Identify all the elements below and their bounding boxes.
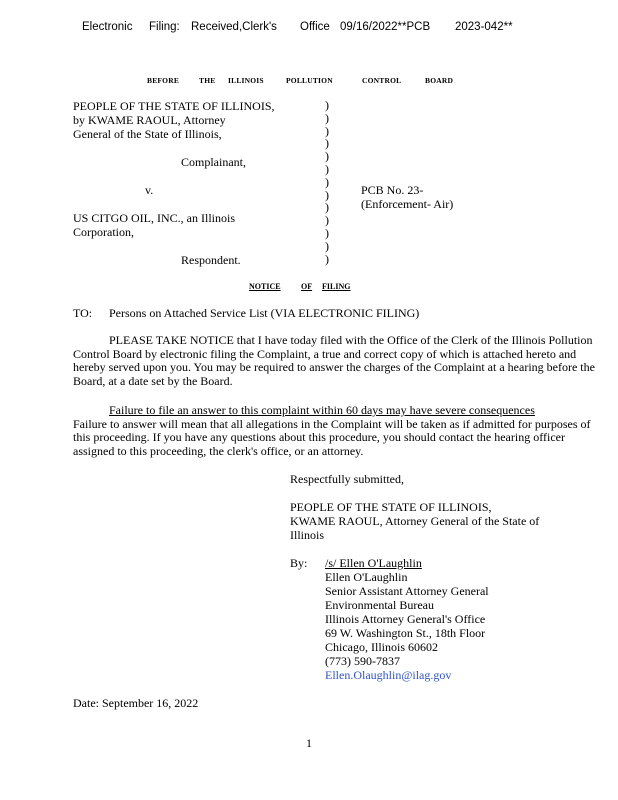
board-header-word: BEFORE (147, 76, 180, 85)
board-header-word: CONTROL (362, 76, 402, 85)
paren: ) (325, 213, 329, 228)
warning-underlined: Failure to file an answer to this complaint within 60 days may have severe consequences (109, 403, 535, 417)
paren: ) (325, 161, 329, 176)
attorney-line: Ellen O'Laughlin (325, 570, 408, 584)
plaintiff-line: General of the State of Illinois, (73, 127, 222, 141)
attorney-line: Environmental Bureau (325, 598, 434, 612)
defendant-line: US CITGO OIL, INC., an Illinois (73, 211, 235, 225)
date-line: Date: September 16, 2022 (73, 696, 199, 710)
to-label: TO: (73, 306, 93, 320)
versus-label: v. (145, 183, 154, 197)
attorney-line: Senior Assistant Attorney General (325, 584, 489, 598)
email-link[interactable]: Ellen.Olaughlin@ilag.gov (325, 668, 452, 682)
stamp-filing: Filing: (149, 21, 180, 33)
paren: ) (325, 123, 329, 138)
attorney-line: Chicago, Illinois 60602 (325, 640, 438, 654)
stamp-electronic: Electronic (82, 21, 133, 33)
plaintiff-line: PEOPLE OF THE STATE OF ILLINOIS, (73, 99, 275, 113)
closing: Respectfully submitted, (290, 472, 404, 486)
enforcement-type: (Enforcement- Air) (361, 197, 454, 211)
paren: ) (325, 98, 329, 112)
stamp-case-no: 2023-042** (455, 21, 513, 33)
respondent-label: Respondent. (181, 253, 241, 267)
paren: ) (325, 187, 329, 202)
signatory-line: Illinois (290, 528, 325, 542)
paren: ) (325, 238, 329, 253)
attorney-line: Illinois Attorney General's Office (325, 612, 486, 626)
notice-title-word: NOTICE (249, 282, 281, 291)
to-text: Persons on Attached Service List (VIA ELECTRONIC FILING) (109, 306, 420, 320)
warning-rest: Failure to answer will mean that all allegations in the Complaint will be taken as if admitted for purposes of this proceeding. If you have any questions about this procedure, you should contact the hearing officer assigned to this proceeding, the clerk's office, or an attorney. (73, 416, 591, 458)
notice-title-word: OF (301, 282, 313, 291)
board-header-word: THE (199, 76, 216, 85)
plaintiff-line: by KWAME RAOUL, Attorney (73, 113, 226, 127)
pcb-number: PCB No. 23- (361, 183, 424, 197)
notice-paragraph: PLEASE TAKE NOTICE that I have today filed with the Office of the Clerk of the Illinois Pollution Control Board by electronic filing the Complaint, a true and correct copy of which is attached hereto and hereby served upon you. You may be required to answer the charges of the Complaint at a hearing before the Board, at a date set by the Board. (73, 333, 595, 388)
board-header-word: POLLUTION (286, 76, 333, 85)
signatory-line: KWAME RAOUL, Attorney General of the State of (290, 514, 540, 528)
paren: ) (325, 174, 329, 189)
attorney-line: (773) 590-7837 (325, 654, 400, 668)
defendant-line: Corporation, (73, 225, 134, 239)
paren: ) (325, 200, 329, 215)
paren: ) (325, 110, 329, 125)
by-label: By: (290, 556, 308, 570)
paren: ) (325, 225, 329, 240)
paren: ) (325, 136, 329, 151)
notice-title-word: FILING (322, 282, 351, 291)
stamp-office: Office (300, 21, 330, 33)
stamp-date-code: 09/16/2022**PCB (340, 21, 431, 33)
caption-parentheses (325, 99, 329, 265)
signature: /s/ Ellen O'Laughlin (325, 556, 422, 570)
complainant-label: Complainant, (181, 155, 246, 169)
board-header-word: BOARD (425, 76, 454, 85)
paren: ) (325, 149, 329, 164)
warning-paragraph (73, 404, 603, 458)
paren: ) (325, 251, 329, 266)
page-number: 1 (306, 736, 312, 750)
stamp-received: Received,Clerk's (191, 21, 277, 33)
attorney-line: 69 W. Washington St., 18th Floor (325, 626, 486, 640)
signatory-line: PEOPLE OF THE STATE OF ILLINOIS, (290, 500, 492, 514)
board-header-word: ILLINOIS (228, 76, 264, 85)
